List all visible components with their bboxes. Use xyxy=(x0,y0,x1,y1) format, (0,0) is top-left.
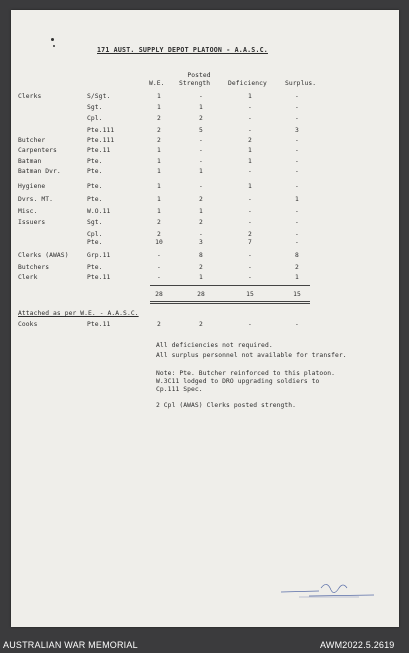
row-surplus: - xyxy=(295,168,299,175)
punch-hole-mark xyxy=(53,45,55,47)
row-deficiency: 1 xyxy=(248,183,252,190)
row-we: 1 xyxy=(157,208,161,215)
row-posted: 1 xyxy=(199,208,203,215)
row-we: 1 xyxy=(157,104,161,111)
row-we: 2 xyxy=(157,219,161,226)
row-rank: Pte. xyxy=(87,183,103,190)
row-surplus: 3 xyxy=(295,127,299,134)
document-title: 171 AUST. SUPPLY DEPOT PLATOON - A.A.S.C. xyxy=(97,46,268,54)
row-posted: 1 xyxy=(199,168,203,175)
row-we: 1 xyxy=(157,196,161,203)
row-surplus: - xyxy=(295,183,299,190)
row-posted: 2 xyxy=(199,115,203,122)
row-surplus: 1 xyxy=(295,274,299,281)
row-rank: Pte. xyxy=(87,168,103,175)
row-category: Clerks xyxy=(18,93,42,100)
row-rank: Pte. xyxy=(87,196,103,203)
attached-we: 2 xyxy=(157,321,161,328)
row-deficiency: - xyxy=(248,252,252,259)
row-surplus: - xyxy=(295,93,299,100)
row-category: Batman xyxy=(18,158,42,165)
row-posted: - xyxy=(199,147,203,154)
row-deficiency: - xyxy=(248,104,252,111)
row-rank: Grp.11 xyxy=(87,252,111,259)
row-surplus: - xyxy=(295,231,299,238)
row-rank: W.O.11 xyxy=(87,208,111,215)
row-posted: 5 xyxy=(199,127,203,134)
row-we: 1 xyxy=(157,183,161,190)
header-posted-line1: Posted xyxy=(187,72,211,79)
row-posted: 2 xyxy=(199,264,203,271)
row-we: 2 xyxy=(157,115,161,122)
attached-posted: 2 xyxy=(199,321,203,328)
row-posted: - xyxy=(199,183,203,190)
row-deficiency: - xyxy=(248,127,252,134)
row-posted: - xyxy=(199,137,203,144)
row-we: - xyxy=(157,274,161,281)
row-surplus: - xyxy=(295,137,299,144)
row-deficiency: 7 xyxy=(248,239,252,246)
row-category: Batman Dvr. xyxy=(18,168,61,175)
row-deficiency: - xyxy=(248,219,252,226)
attached-deficiency: - xyxy=(248,321,252,328)
totals-rule-double xyxy=(150,303,310,304)
totals-rule-top xyxy=(150,285,310,286)
row-category: Hygiene xyxy=(18,183,46,190)
row-we: - xyxy=(157,252,161,259)
footer-credit: AUSTRALIAN WAR MEMORIAL xyxy=(3,640,138,650)
row-rank: Pte.11 xyxy=(87,274,111,281)
row-posted: - xyxy=(199,93,203,100)
row-we: 2 xyxy=(157,137,161,144)
header-we: W.E. xyxy=(149,80,165,87)
row-surplus: - xyxy=(295,208,299,215)
total-posted: 28 xyxy=(197,291,205,298)
row-category: Butchers xyxy=(18,264,50,271)
document-page xyxy=(11,10,399,627)
total-deficiency: 15 xyxy=(246,291,254,298)
row-surplus: - xyxy=(295,147,299,154)
row-rank: Pte. xyxy=(87,239,103,246)
row-deficiency: 2 xyxy=(248,137,252,144)
row-posted: 1 xyxy=(199,104,203,111)
signature-mark xyxy=(279,578,379,600)
header-posted-line2: Strength xyxy=(179,80,211,87)
row-we: 1 xyxy=(157,147,161,154)
row-category: Issuers xyxy=(18,219,46,226)
row-we: 1 xyxy=(157,158,161,165)
row-posted: 3 xyxy=(199,239,203,246)
row-rank: Sgt. xyxy=(87,104,103,111)
row-we: 1 xyxy=(157,168,161,175)
row-we: 1 xyxy=(157,93,161,100)
attached-category: Cooks xyxy=(18,321,38,328)
note-line: Note: Pte. Butcher reinforced to this platoon. xyxy=(156,370,335,377)
row-rank: S/Sgt. xyxy=(87,93,111,100)
row-surplus: 1 xyxy=(295,196,299,203)
row-deficiency: - xyxy=(248,274,252,281)
row-rank: Pte. xyxy=(87,158,103,165)
row-posted: - xyxy=(199,231,203,238)
row-posted: 2 xyxy=(199,196,203,203)
row-rank: Pte.111 xyxy=(87,127,115,134)
row-rank: Pte.111 xyxy=(87,137,115,144)
row-deficiency: - xyxy=(248,264,252,271)
row-deficiency: 1 xyxy=(248,158,252,165)
row-posted: - xyxy=(199,158,203,165)
row-deficiency: 1 xyxy=(248,147,252,154)
note-line: Cp.111 Spec. xyxy=(156,386,203,393)
row-surplus: - xyxy=(295,158,299,165)
row-rank: Pte.11 xyxy=(87,147,111,154)
row-category: Butcher xyxy=(18,137,46,144)
row-deficiency: - xyxy=(248,115,252,122)
row-we: 10 xyxy=(155,239,163,246)
attached-heading: Attached as per W.E. - A.A.S.C. xyxy=(18,310,139,317)
row-posted: 8 xyxy=(199,252,203,259)
attached-rank: Pte.11 xyxy=(87,321,111,328)
row-deficiency: - xyxy=(248,196,252,203)
row-deficiency: 1 xyxy=(248,93,252,100)
total-surplus: 15 xyxy=(293,291,301,298)
row-we: 2 xyxy=(157,231,161,238)
note-line: W.3C11 lodged to DRO upgrading soldiers to xyxy=(156,378,320,385)
row-rank: Cpl. xyxy=(87,115,103,122)
row-we: - xyxy=(157,264,161,271)
row-deficiency: 2 xyxy=(248,231,252,238)
total-we: 28 xyxy=(155,291,163,298)
totals-rule-bottom xyxy=(150,301,310,302)
row-posted: 1 xyxy=(199,274,203,281)
row-category: Dvrs. MT. xyxy=(18,196,54,203)
row-posted: 2 xyxy=(199,219,203,226)
attached-surplus: - xyxy=(295,321,299,328)
row-category: Clerk xyxy=(18,274,38,281)
row-rank: Pte. xyxy=(87,264,103,271)
row-deficiency: - xyxy=(248,168,252,175)
row-surplus: - xyxy=(295,219,299,226)
row-rank: Cpl. xyxy=(87,231,103,238)
row-category: Carpenters xyxy=(18,147,57,154)
footer-accession-number: AWM2022.5.2619 xyxy=(320,640,395,650)
header-surplus: Surplus. xyxy=(285,80,317,87)
header-deficiency: Deficiency xyxy=(228,80,267,87)
row-surplus: - xyxy=(295,115,299,122)
row-category: Misc. xyxy=(18,208,38,215)
row-surplus: - xyxy=(295,239,299,246)
row-surplus: - xyxy=(295,104,299,111)
row-surplus: 2 xyxy=(295,264,299,271)
note-line: 2 Cpl (AWAS) Clerks posted strength. xyxy=(156,402,297,409)
punch-hole-mark xyxy=(51,38,54,41)
row-category: Clerks (AWAS) xyxy=(18,252,69,259)
note-line: All surplus personnel not available for transfer. xyxy=(156,352,347,359)
row-we: 2 xyxy=(157,127,161,134)
note-line: All deficiencies not required. xyxy=(156,342,273,349)
row-surplus: 8 xyxy=(295,252,299,259)
row-rank: Sgt. xyxy=(87,219,103,226)
row-deficiency: - xyxy=(248,208,252,215)
